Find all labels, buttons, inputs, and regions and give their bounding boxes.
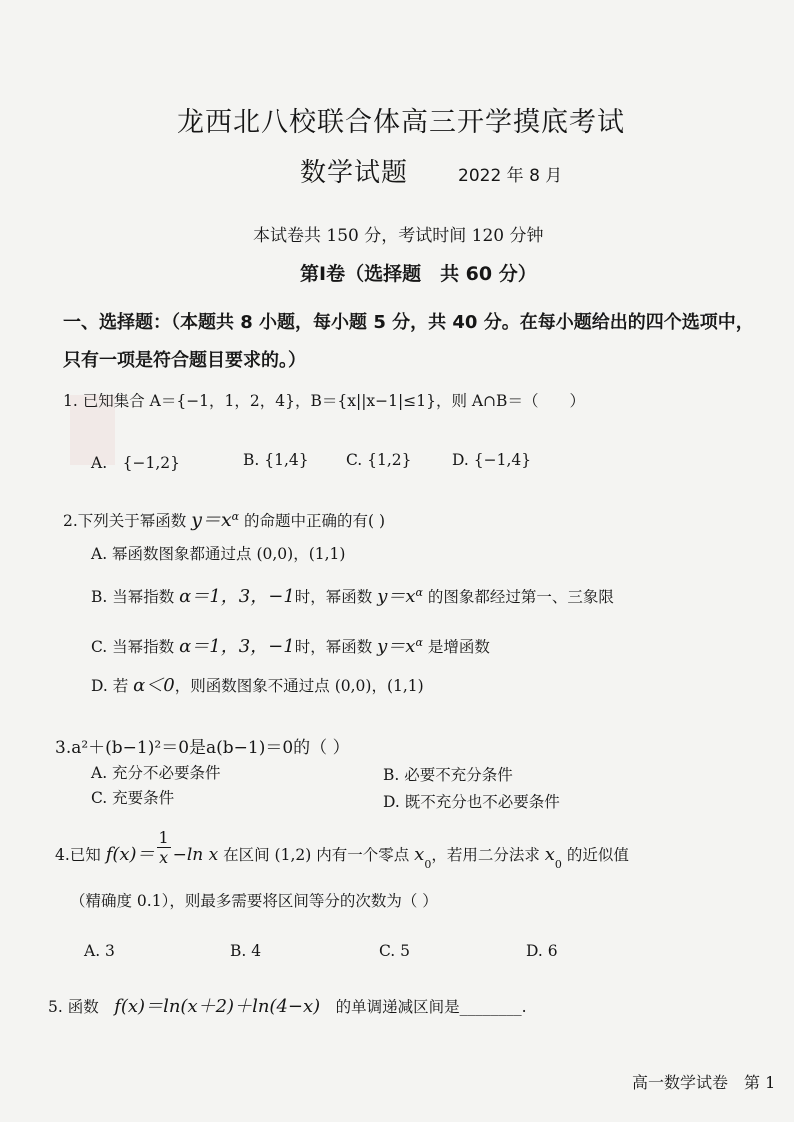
question-5-stem: 5. 函数 f(x)＝ln(x＋2)＋ln(4−x) 的单调递减区间是________. [48, 996, 527, 1017]
section-instructions-line2: 只有一项是符合题目要求的。） [63, 350, 306, 371]
q1-option-d: D. {−1,4} [452, 451, 532, 469]
question-2-stem: 2.下列关于幂函数 $y=x^\alpha$ 的命题中正确的有( ) [63, 509, 386, 531]
q1-option-c: C. {1,2} [346, 451, 412, 469]
q4-option-b: B. 4 [230, 942, 262, 960]
question-1-stem: 1. 已知集合 A＝{−1，1，2，4}，B＝{x||x−1|≤1}，则 A∩B＝（ ） [63, 392, 585, 410]
volume-heading: 第Ⅰ卷（选择题 共 60 分） [300, 263, 537, 285]
q2-option-a: A. 幂函数图象都通过点 (0,0)，(1,1) [91, 545, 346, 563]
exam-subtitle: 数学试题 [300, 158, 409, 188]
page-footer: 高一数学试卷 第 1 [632, 1073, 776, 1092]
q3-option-d: D. 既不充分也不必要条件 [383, 793, 560, 811]
q4-option-c: C. 5 [379, 942, 411, 960]
q1-option-a: A. {−1,2} [91, 454, 180, 472]
q3-option-a: A. 充分不必要条件 [91, 764, 221, 782]
section-instructions-line1: 一、选择题：（本题共 8 小题，每小题 5 分，共 40 分。在每小题给出的四个选项中， [63, 312, 754, 333]
q2-option-c: C. 当幂指数 α＝1，3，−1时，幂函数 $y=x^\alpha$ 是增函数 [91, 635, 490, 657]
exam-title: 龙西北八校联合体高三开学摸底考试 [177, 107, 625, 138]
q4-option-d: D. 6 [526, 942, 558, 960]
exam-date: 2022 年 8 月 [458, 166, 563, 186]
exam-info: 本试卷共 150 分，考试时间 120 分钟 [253, 226, 544, 246]
q1-option-b: B. {1,4} [243, 451, 309, 469]
question-4-stem: 4.已知 f(x)＝ $\frac{1}{x}$ −ln x 在区间 (1,2) 内有一个零点 $x_0$，若用二分法求 $x_0$ 的近似值 [55, 828, 629, 872]
fraction: $\frac{1}{x}$ [158, 828, 169, 867]
q3-option-b: B. 必要不充分条件 [383, 766, 513, 784]
question-3-stem: 3.a²＋(b−1)²＝0是a(b−1)＝0的（ ） [55, 738, 350, 758]
q3-option-c: C. 充要条件 [91, 789, 175, 807]
q4-option-a: A. 3 [84, 942, 115, 960]
q2-option-d: D. 若 α＜0，则函数图象不通过点 (0,0)，(1,1) [91, 675, 424, 696]
answer-blank: ________. [459, 998, 527, 1016]
q2-option-b: B. 当幂指数 α＝1，3，−1时，幂函数 $y=x^\alpha$ 的图象都经过第一、三象限 [91, 585, 614, 607]
question-4-stem-line2: （精确度 0.1），则最多需要将区间等分的次数为（ ） [70, 892, 438, 910]
